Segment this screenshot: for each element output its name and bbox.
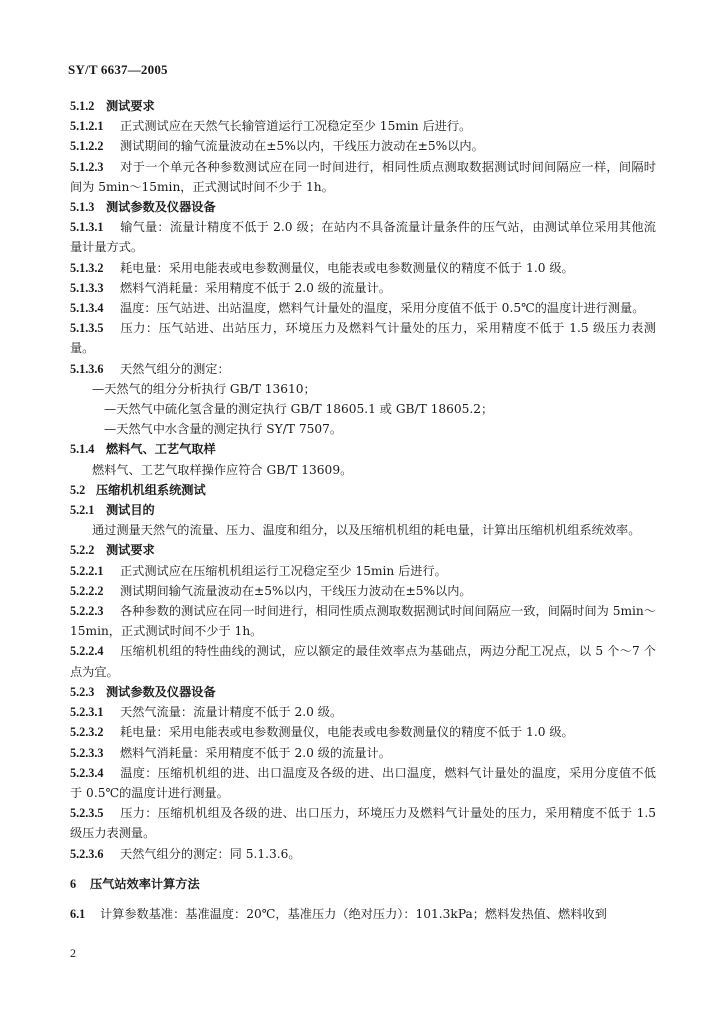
heading-6	[70, 874, 656, 894]
clause	[70, 722, 656, 742]
clause-text: 测试期间的输气流量波动在±5%以内，干线压力波动在±5%以内。	[120, 139, 484, 154]
clause-number: 5.2.3.2	[70, 725, 104, 740]
clause-text: 天然气流量：流量计精度不低于 2.0 级。	[120, 705, 343, 720]
section-number: 5.2.1	[70, 503, 95, 518]
clause-text: 测试期间输气流量波动在±5%以内，干线压力波动在±5%以内。	[120, 583, 472, 598]
clause-number: 5.1.3.5	[70, 321, 104, 336]
section-title: 测试参数及仪器设备	[106, 200, 216, 215]
spacer	[70, 864, 656, 874]
clause-text: 压力：压气站进、出站压力，环境压力及燃料气计量处的压力，采用精度不低于 1.5 级压力表测量。	[70, 321, 656, 356]
clause-text: 温度：压缩机机组的进、出口温度及各级的进、出口温度，燃料气计量处的温度，采用分度值不低于 0.5℃的温度计进行测量。	[70, 765, 656, 800]
clause	[70, 359, 656, 379]
clause	[70, 641, 656, 681]
page-number: 2	[70, 946, 76, 960]
section-title: 测试要求	[106, 99, 155, 113]
clause-number: 5.2.2.1	[70, 563, 104, 578]
clause-text: 耗电量：采用电能表或电参数测量仪，电能表或电参数测量仪的精度不低于 1.0 级。	[120, 725, 574, 740]
section-number: 5.2.2	[70, 543, 95, 558]
clause	[70, 157, 656, 197]
section-title: 测试目的	[106, 503, 155, 518]
paragraph: 通过测量天然气的流量、压力、温度和组分，以及压缩机机组的耗电量，计算出压缩机机组系统效率。	[92, 523, 641, 538]
clause	[70, 561, 656, 581]
clause-number: 5.1.3.4	[70, 301, 104, 316]
clause-number: 5.2.3.3	[70, 745, 104, 760]
spacer	[70, 894, 656, 904]
section-title: 测试参数及仪器设备	[106, 684, 216, 699]
clause	[70, 298, 656, 318]
clause-text: 天然气组分的测定：同 5.1.3.6。	[120, 846, 301, 861]
section-number: 5.1.4	[70, 442, 95, 457]
document-body	[70, 96, 656, 924]
clause	[70, 702, 656, 722]
clause	[70, 844, 656, 864]
clause-number: 5.1.3.6	[70, 361, 104, 376]
clause-text: 输气量：流量计精度不低于 2.0 级；在站内不具备流量计量条件的压气站，由测试单位采用其他流量计量方式。	[70, 220, 656, 255]
section-number: 5.2	[70, 482, 86, 497]
clause-number: 5.1.2.2	[70, 139, 104, 154]
section-number: 6	[70, 876, 77, 891]
section-title: 压缩机机组系统测试	[96, 482, 206, 497]
clause-number: 5.2.2.4	[70, 644, 104, 659]
section-title: 压气站效率计算方法	[90, 876, 200, 891]
clause-text: 计算参数基准：基准温度：20℃，基准压力（绝对压力）：101.3kPa；燃料发热值、燃料收到	[100, 906, 607, 921]
clause	[70, 217, 656, 257]
section-title: 测试要求	[106, 543, 155, 558]
clause-text: 燃料气消耗量：采用精度不低于 2.0 级的流量计。	[120, 745, 391, 760]
clause-number: 5.2.2.2	[70, 583, 104, 598]
clause-number: 5.2.2.3	[70, 604, 104, 619]
section-number: 5.1.2	[70, 99, 95, 113]
heading-5-2-3	[70, 682, 656, 702]
clause	[70, 803, 656, 843]
clause-number: 5.1.2.3	[70, 159, 104, 174]
clause-text: 耗电量：采用电能表或电参数测量仪，电能表或电参数测量仪的精度不低于 1.0 级。	[120, 260, 574, 275]
heading-5-2	[70, 480, 656, 500]
section-number: 5.2.3	[70, 684, 95, 699]
dash-item: —天然气中水含量的测定执行 SY/T 7507。	[104, 422, 343, 437]
heading-5-1-3	[70, 197, 656, 217]
dash-item: —天然气中硫化氢含量的测定执行 GB/T 18605.1 或 GB/T 18605.2；	[104, 402, 494, 417]
clause	[70, 581, 656, 601]
clause-text: 各种参数的测试应在同一时间进行，相同性质点测取数据测试时间间隔应一致，间隔时间为 5min～15min，正式测试时间不少于 1h。	[70, 604, 656, 639]
clause-number: 5.1.3.3	[70, 280, 104, 295]
clause	[70, 278, 656, 298]
section-number: 5.1.3	[70, 200, 95, 215]
clause-text: 对于一个单元各种参数测试应在同一时间进行，相同性质点测取数据测试时间间隔应一样，间隔时间为 5min～15min，正式测试时间不少于 1h。	[70, 159, 656, 194]
clause	[70, 258, 656, 278]
clause	[70, 136, 656, 156]
heading-5-2-1	[70, 500, 656, 520]
clause-number: 5.2.3.6	[70, 846, 104, 861]
clause-number: 5.1.3.1	[70, 220, 104, 235]
heading-5-1-4	[70, 439, 656, 459]
clause	[70, 116, 656, 136]
clause-text: 天然气组分的测定：	[120, 361, 230, 376]
dash-item: —天然气的组分分析执行 GB/T 13610；	[92, 381, 316, 396]
clause-text: 压缩机机组的特性曲线的测试，应以额定的最佳效率点为基础点，两边分配工况点，以 5 个～7 个点为宜。	[70, 644, 656, 679]
clause-number: 6.1	[70, 906, 86, 921]
heading-5-2-2	[70, 540, 656, 560]
clause	[70, 601, 656, 641]
page-header: SY/T 6637—2005	[68, 62, 168, 77]
clause-text: 温度：压气站进、出站温度，燃料气计量处的温度，采用分度值不低于 0.5℃的温度计进行测量。	[120, 301, 645, 316]
clause	[70, 763, 656, 803]
clause-number: 5.2.3.5	[70, 806, 104, 821]
clause	[70, 743, 656, 763]
clause	[70, 318, 656, 358]
section-title: 燃料气、工艺气取样	[106, 442, 216, 457]
clause-text: 燃料气消耗量：采用精度不低于 2.0 级的流量计。	[120, 280, 391, 295]
clause	[70, 904, 656, 924]
clause-number: 5.1.2.1	[70, 119, 104, 134]
heading-5-1-2	[70, 96, 656, 116]
clause-text: 压力：压缩机机组及各级的进、出口压力，环境压力及燃料气计量处的压力，采用精度不低于 1.5 级压力表测量。	[70, 806, 656, 841]
clause-number: 5.2.3.1	[70, 705, 104, 720]
clause-text: 正式测试应在天然气长输管道运行工况稳定至少 15min 后进行。	[120, 119, 472, 134]
clause-number: 5.1.3.2	[70, 260, 104, 275]
clause-text: 正式测试应在压缩机机组运行工况稳定至少 15min 后进行。	[120, 563, 447, 578]
clause-number: 5.2.3.4	[70, 765, 104, 780]
paragraph: 燃料气、工艺气取样操作应符合 GB/T 13609。	[92, 462, 353, 477]
